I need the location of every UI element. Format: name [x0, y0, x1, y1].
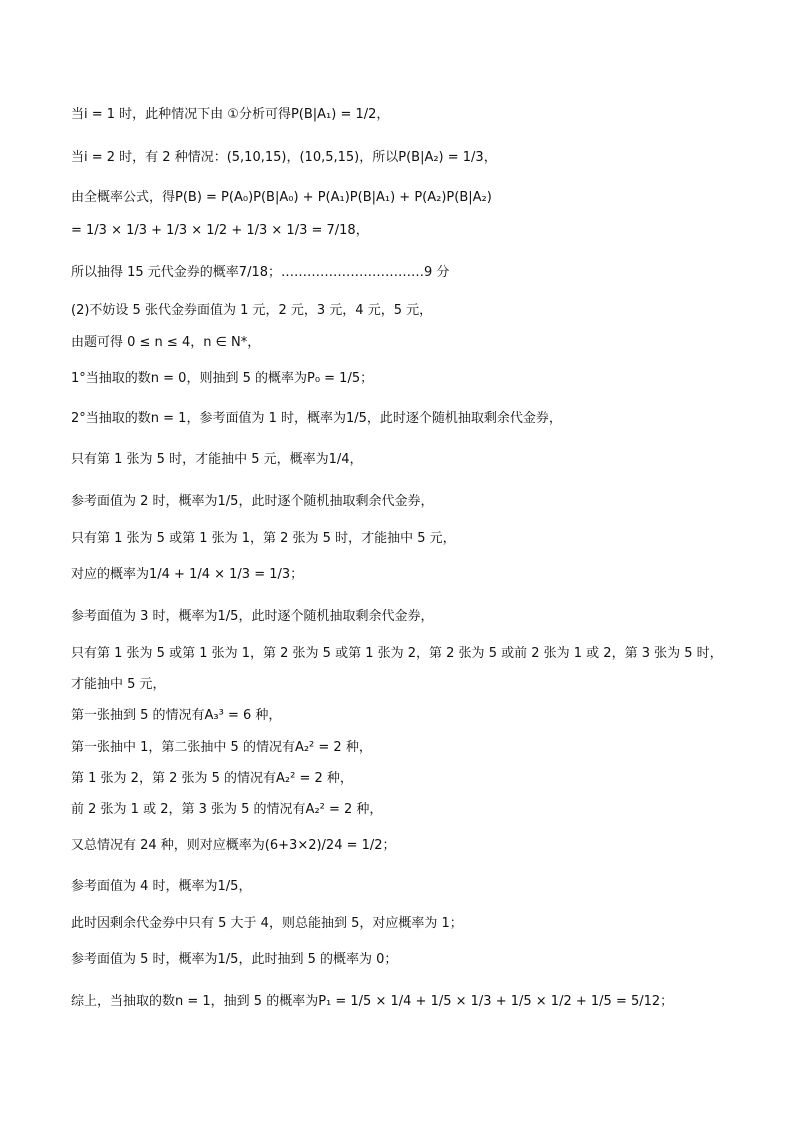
text-line: 第 1 张为 2，第 2 张为 5 的情况有A₂² = 2 种，	[71, 771, 353, 786]
text-line: 由全概率公式，得P(B) = P(A₀)P(B|A₀) + P(A₁)P(B|A₁) + P(A₂)P(B|A₂)	[71, 190, 492, 205]
text-line: 此时因剩余代金券中只有 5 大于 4，则总能抽到 5，对应概率为 1；	[71, 916, 463, 931]
text-line: 1°当抽取的数n = 0，则抽到 5 的概率为P₀ = 1/5；	[71, 371, 374, 386]
text-line: 又总情况有 24 种，则对应概率为(6+3×2)/24 = 1/2；	[71, 838, 396, 853]
text-line: 第一张抽到 5 的情况有A₃³ = 6 种，	[71, 708, 282, 723]
text-line: 参考面值为 2 时，概率为1/5，此时逐个随机抽取剩余代金券，	[71, 494, 434, 509]
text-line: 综上，当抽取的数n = 1，抽到 5 的概率为P₁ = 1/5 × 1/4 + 1/5 × 1/3 + 1/5 × 1/2 + 1/5 = 5/12；	[71, 994, 674, 1009]
text-line: 只有第 1 张为 5 或第 1 张为 1，第 2 张为 5 时，才能抽中 5 元，	[71, 531, 456, 546]
text-line: 才能抽中 5 元，	[71, 677, 166, 692]
text-line: 2°当抽取的数n = 1，参考面值为 1 时，概率为1/5，此时逐个随机抽取剩余代金券，	[71, 411, 562, 426]
text-line: 参考面值为 4 时，概率为1/5，	[71, 879, 252, 894]
text-line: = 1/3 × 1/3 + 1/3 × 1/2 + 1/3 × 1/3 = 7/18，	[71, 223, 369, 238]
text-line: 只有第 1 张为 5 或第 1 张为 1，第 2 张为 5 或第 1 张为 2，第 2 张为 5 或前 2 张为 1 或 2，第 3 张为 5 时，	[71, 646, 723, 661]
text-line: 当i = 1 时，此种情况下由 ①分析可得P(B|A₁) = 1/2，	[71, 107, 390, 122]
text-line: 所以抽得 15 元代金券的概率7/18；……………………………9 分	[71, 265, 450, 280]
text-line: (2)不妨设 5 张代金券面值为 1 元，2 元，3 元，4 元，5 元，	[71, 303, 433, 318]
text-line: 对应的概率为1/4 + 1/4 × 1/3 = 1/3；	[71, 567, 304, 582]
text-line: 由题可得 0 ≤ n ≤ 4，n ∈ N*，	[71, 335, 261, 350]
text-line: 只有第 1 张为 5 时，才能抽中 5 元，概率为1/4，	[71, 452, 363, 467]
text-line: 第一张抽中 1，第二张抽中 5 的情况有A₂² = 2 种，	[71, 740, 372, 755]
text-line: 参考面值为 3 时，概率为1/5，此时逐个随机抽取剩余代金券，	[71, 609, 434, 624]
text-line: 前 2 张为 1 或 2，第 3 张为 5 的情况有A₂² = 2 种，	[71, 802, 383, 817]
text-line: 当i = 2 时，有 2 种情况：(5,10,15)，(10,5,15)，所以P(B|A₂) = 1/3，	[71, 150, 497, 165]
text-line: 参考面值为 5 时，概率为1/5，此时抽到 5 的概率为 0；	[71, 952, 398, 967]
